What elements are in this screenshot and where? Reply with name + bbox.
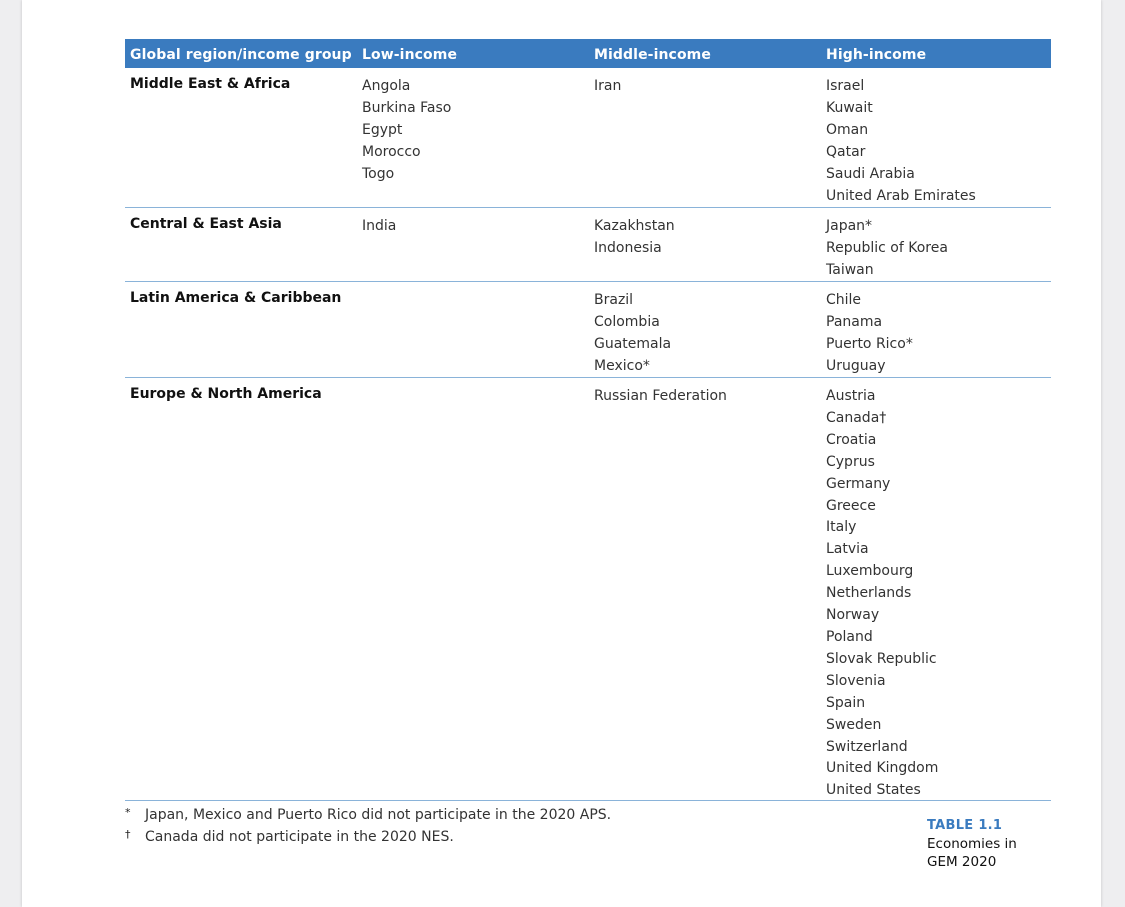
- header-high-income: High-income: [826, 47, 927, 63]
- economy-name: Indonesia: [594, 239, 662, 256]
- economy-name: Slovenia: [826, 672, 886, 689]
- middle-income-list: [594, 386, 727, 408]
- middle-income-list: [594, 76, 621, 98]
- economy-name: Russian Federation: [594, 388, 727, 404]
- header-middle-income: Middle-income: [594, 47, 711, 63]
- economy-name: Spain: [826, 694, 866, 711]
- economy-name: Netherlands: [826, 585, 912, 602]
- economy-name: Angola: [362, 78, 411, 94]
- economy-name: Austria: [826, 388, 876, 404]
- economy-name: Slovak Republic: [826, 650, 937, 667]
- high-income-list: [826, 386, 938, 802]
- economy-name: Kuwait: [826, 99, 873, 116]
- economy-name: Iran: [594, 78, 622, 94]
- economy-name: Saudi Arabia: [826, 165, 915, 182]
- economy-name: Poland: [826, 628, 873, 645]
- economy-name: Latvia: [826, 541, 869, 558]
- economy-name: Norway: [826, 607, 880, 624]
- region-name: Central & East Asia: [130, 216, 282, 232]
- economy-name: Canada†: [826, 409, 887, 426]
- economy-name: Colombia: [594, 313, 660, 330]
- economy-name: Croatia: [826, 431, 877, 448]
- table-caption: [927, 818, 1057, 871]
- economy-name: Guatemala: [594, 335, 672, 352]
- region-name: Latin America & Caribbean: [130, 290, 342, 306]
- economy-name: Egypt: [362, 121, 403, 138]
- region-name: Middle East & Africa: [130, 76, 291, 92]
- low-income-list: [362, 216, 396, 238]
- table-row: [125, 68, 1051, 208]
- header-region: Global region/income group: [130, 47, 352, 63]
- economy-name: United Arab Emirates: [826, 187, 976, 204]
- economy-name: Oman: [826, 121, 869, 138]
- economies-table: [125, 39, 1051, 801]
- high-income-list: [826, 216, 948, 282]
- footnote-text: Japan, Mexico and Puerto Rico did not participate in the 2020 APS.: [145, 807, 612, 823]
- economy-name: Togo: [362, 165, 395, 182]
- caption-label: TABLE 1.1: [927, 818, 1003, 833]
- economy-name: Chile: [826, 292, 862, 308]
- footnote-mark: *: [125, 806, 131, 819]
- economy-name: Kazakhstan: [594, 218, 675, 234]
- economy-name: Morocco: [362, 143, 421, 160]
- document-page: [22, 0, 1101, 907]
- economy-name: Republic of Korea: [826, 239, 948, 256]
- economy-name: Greece: [826, 497, 876, 514]
- header-low-income: Low-income: [362, 47, 458, 63]
- economy-name: Burkina Faso: [362, 99, 452, 116]
- caption-title: Economies in GEM 2020: [927, 836, 1017, 870]
- economy-name: Japan*: [826, 218, 873, 234]
- footnote-mark: †: [125, 828, 131, 841]
- economy-name: India: [362, 218, 397, 234]
- footnote-text: Canada did not participate in the 2020 NES.: [145, 829, 454, 845]
- table-row: [125, 378, 1051, 801]
- middle-income-list: [594, 290, 671, 378]
- economy-name: Israel: [826, 78, 865, 94]
- high-income-list: [826, 290, 913, 378]
- economy-name: Switzerland: [826, 738, 908, 755]
- economy-name: Panama: [826, 313, 883, 330]
- table-row: [125, 282, 1051, 378]
- middle-income-list: [594, 216, 675, 260]
- table-body: [125, 68, 1051, 801]
- economy-name: Germany: [826, 475, 891, 492]
- economy-name: Cyprus: [826, 453, 875, 470]
- economy-name: Mexico*: [594, 357, 650, 374]
- economy-name: Italy: [826, 519, 857, 536]
- high-income-list: [826, 76, 976, 207]
- economy-name: Luxembourg: [826, 563, 914, 580]
- region-name: Europe & North America: [130, 386, 322, 402]
- economy-name: United Kingdom: [826, 760, 939, 777]
- low-income-list: [362, 76, 451, 186]
- economy-name: Brazil: [594, 292, 634, 308]
- economy-name: United States: [826, 782, 921, 799]
- economy-name: Sweden: [826, 716, 882, 733]
- table-header: [125, 39, 1051, 68]
- economy-name: Uruguay: [826, 357, 886, 374]
- economy-name: Taiwan: [826, 261, 874, 278]
- economy-name: Qatar: [826, 143, 866, 160]
- table-row: [125, 208, 1051, 282]
- economy-name: Puerto Rico*: [826, 335, 913, 352]
